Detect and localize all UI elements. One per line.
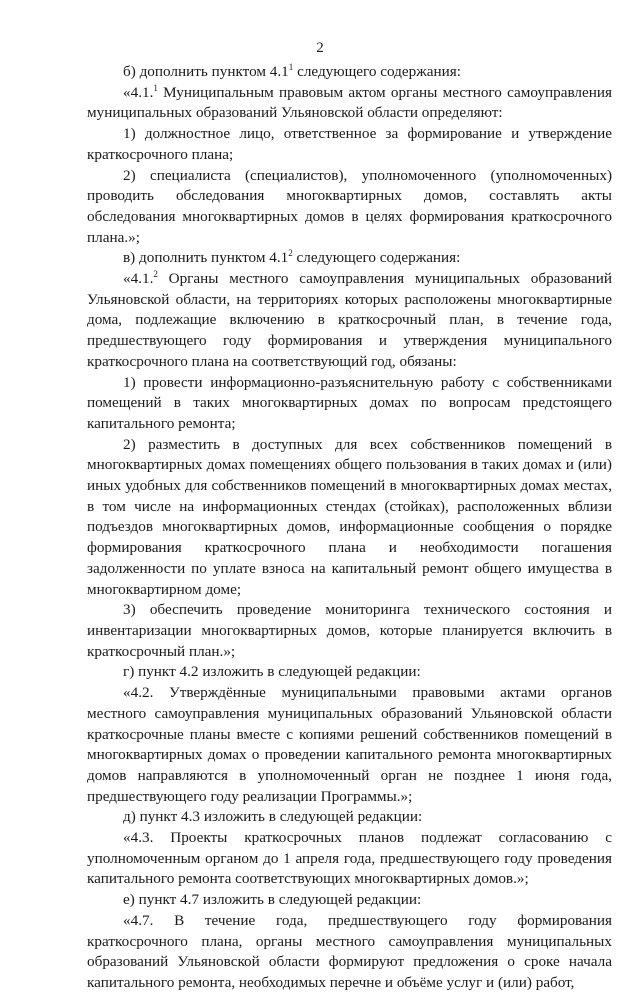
paragraph-4-7: «4.7. В течение года, предшествующего году формирования краткосрочного плана, органы местного самоуправления муниципальных образований Ульяновской области формируют предложения о сроке начала капитального ремонта, необходимых перечне и объёме услуг и (или) работ, xyxy=(87,911,612,991)
paragraph-amendment-d: д) пункт 4.3 изложить в следующей редакции: xyxy=(123,808,423,826)
paragraph-item-2: 2) специалиста (специалистов), уполномоченного (уполномоченных) проводить обследования многоквартирных домов, составлять акты обследования многоквартирных домов в целях формирования краткосрочного плана.»; xyxy=(87,166,612,246)
paragraph-4-1-2: «4.1.$^2$ Органы местного самоуправления муниципальных образований Ульяновской области, на территориях которых расположены многоквартирные дома, подлежащие включению в краткосрочный план, в течение года, предшествующего году формирования и утверждения муниципального краткосрочного плана на соответствующий год, обязаны: xyxy=(87,269,612,370)
paragraph-amendment-b: б) дополнить пунктом $4.1^1$ следующего содержания: xyxy=(123,62,461,80)
page-number: 2 xyxy=(316,40,324,56)
paragraph-duty-3: 3) обеспечить проведение мониторинга технического состояния и инвентаризации многоквартирных домов, которые планируется включить в краткосрочный план.»; xyxy=(87,601,612,660)
paragraph-item-1: 1) должностное лицо, ответственное за формирование и утверждение краткосрочного плана; xyxy=(87,125,612,163)
paragraph-amendment-v: в) дополнить пунктом $4.1^2$ следующего содержания: xyxy=(123,248,461,267)
paragraph-duty-1: 1) провести информационно-разъяснительную работу с собственниками помещений в таких многоквартирных домах по вопросам предстоящего капитального ремонта; xyxy=(87,373,612,432)
paragraph-4-1-1: «4.1.$^1$ Муниципальным правовым актом органы местного самоуправления муниципальных образований Ульяновской области определяют: xyxy=(87,82,612,122)
paragraph-4-3: «4.3. Проекты краткосрочных планов подлежат согласованию с уполномоченным органом до 1 апреля года, предшествующего году проведения капитального ремонта соответствующих многоквартирных домов.»; xyxy=(87,829,612,888)
paragraph-amendment-g: г) пункт 4.2 изложить в следующей редакции: xyxy=(123,663,421,681)
paragraph-duty-2: 2) разместить в доступных для всех собственников помещений в многоквартирных домах помещениях общего пользования в таких домах и (или) иных удобных для собственников помещений в многоквартирных домах местах, в том числе на информационных стендах (стойках), расположенных вблизи подъездов многоквартирных домов, информационные сообщения о порядке формирования краткосрочного плана и необходимости погашения задолженности по уплате взноса на капитальный ремонт общего имущества в многоквартирном доме; xyxy=(87,435,612,598)
paragraph-4-2: «4.2. Утверждённые муниципальными правовыми актами органов местного самоуправления муниципальных образований Ульяновской области краткосрочные планы вместе с копиями решений собственников помещений в многоквартирных домах о проведении капитального ремонта многоквартирных домов направляются в уполномоченный орган не позднее 1 июня года, предшествующего году реализации Программы.»; xyxy=(87,684,612,805)
document-body xyxy=(87,62,612,994)
paragraph-amendment-e: е) пункт 4.7 изложить в следующей редакции: xyxy=(123,891,422,909)
